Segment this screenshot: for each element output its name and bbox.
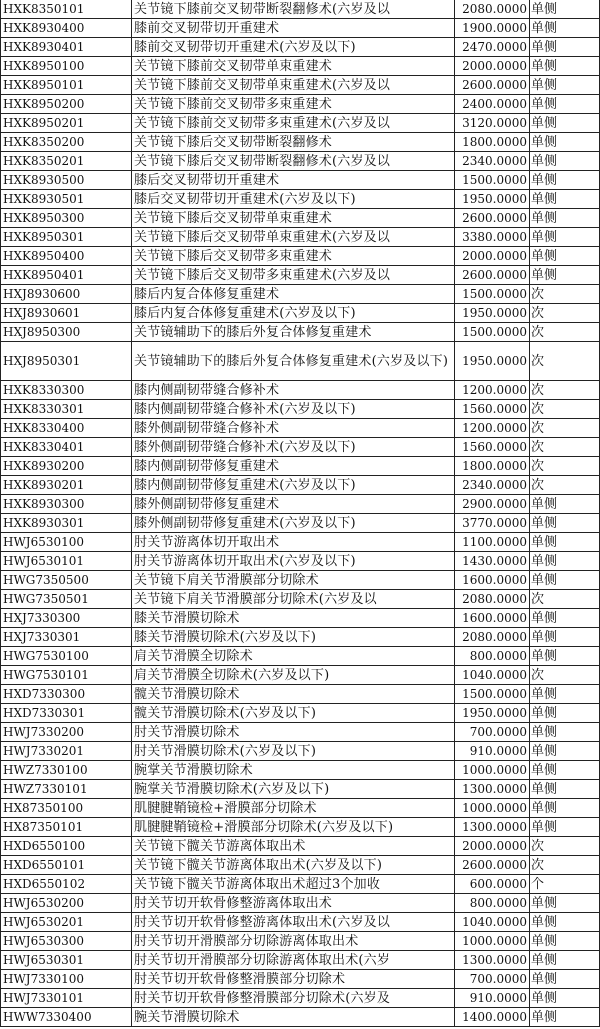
item-price-cell: 2600.0000 [455, 76, 530, 95]
item-unit-cell: 次 [530, 342, 600, 381]
item-name-cell: 肘关节切开滑膜部分切除游离体取出术 [132, 932, 455, 951]
table-row [1, 342, 600, 381]
item-name-cell: 关节镜下髋关节游离体取出术 [132, 837, 455, 856]
item-code-cell: HXD7330301 [1, 704, 132, 723]
item-name-cell: 髋关节滑膜切除术 [132, 685, 455, 704]
item-name-cell: 膝外侧副韧带缝合修补术(六岁及以下) [132, 438, 455, 457]
item-unit-cell: 次 [530, 400, 600, 419]
item-price-cell: 2000.0000 [455, 837, 530, 856]
item-price-cell: 1100.0000 [455, 533, 530, 552]
item-code-cell: HWW7330400 [1, 1008, 132, 1027]
item-unit-cell: 次 [530, 457, 600, 476]
item-price-cell: 1800.0000 [455, 133, 530, 152]
item-price-cell: 800.0000 [455, 894, 530, 913]
item-price-cell: 1600.0000 [455, 609, 530, 628]
item-code-cell: HXK8950100 [1, 57, 132, 76]
item-price-cell: 1040.0000 [455, 666, 530, 685]
table-row [1, 666, 600, 685]
item-unit-cell: 单侧 [530, 209, 600, 228]
item-name-cell: 膝后内复合体修复重建术(六岁及以下) [132, 304, 455, 323]
item-code-cell: HXK8330301 [1, 400, 132, 419]
table-row [1, 114, 600, 133]
item-unit-cell: 个 [530, 875, 600, 894]
item-unit-cell: 次 [530, 419, 600, 438]
table-row [1, 304, 600, 323]
item-code-cell: HXK8950300 [1, 209, 132, 228]
table-row [1, 19, 600, 38]
item-unit-cell: 次 [530, 590, 600, 609]
table-row [1, 381, 600, 400]
table-row [1, 761, 600, 780]
item-code-cell: HWG7530100 [1, 647, 132, 666]
table-row [1, 628, 600, 647]
item-price-cell: 1950.0000 [455, 304, 530, 323]
item-name-cell: 关节镜下膝前交叉韧带单束重建术 [132, 57, 455, 76]
item-code-cell: HXK8950401 [1, 266, 132, 285]
item-price-cell: 1600.0000 [455, 571, 530, 590]
item-code-cell: HXK8950400 [1, 247, 132, 266]
item-name-cell: 膝后交叉韧带切开重建术 [132, 171, 455, 190]
item-price-cell: 600.0000 [455, 875, 530, 894]
item-price-cell: 1040.0000 [455, 913, 530, 932]
item-unit-cell: 单侧 [530, 152, 600, 171]
table-row [1, 419, 600, 438]
table-row [1, 913, 600, 932]
item-price-cell: 1500.0000 [455, 685, 530, 704]
item-name-cell: 膝内侧副韧带缝合修补术 [132, 381, 455, 400]
item-unit-cell: 单侧 [530, 514, 600, 533]
item-code-cell: HXJ7330300 [1, 609, 132, 628]
item-price-cell: 3770.0000 [455, 514, 530, 533]
item-name-cell: 膝前交叉韧带切开重建术 [132, 19, 455, 38]
item-price-cell: 2000.0000 [455, 247, 530, 266]
item-price-cell: 2080.0000 [455, 590, 530, 609]
item-name-cell: 肘关节游离体切开取出术(六岁及以下) [132, 552, 455, 571]
item-name-cell: 肘关节切开软骨修整游离体取出术(六岁及以 [132, 913, 455, 932]
item-unit-cell: 次 [530, 304, 600, 323]
item-price-cell: 1950.0000 [455, 190, 530, 209]
item-unit-cell: 单侧 [530, 780, 600, 799]
item-price-cell: 1200.0000 [455, 419, 530, 438]
table-row [1, 495, 600, 514]
item-code-cell: HWJ7330101 [1, 989, 132, 1008]
table-row [1, 552, 600, 571]
item-code-cell: HWG7350500 [1, 571, 132, 590]
item-name-cell: 关节镜下髋关节游离体取出术超过3个加收 [132, 875, 455, 894]
item-unit-cell: 单侧 [530, 38, 600, 57]
item-price-cell: 1950.0000 [455, 704, 530, 723]
item-unit-cell: 单侧 [530, 1008, 600, 1027]
item-price-cell: 1560.0000 [455, 400, 530, 419]
item-code-cell: HXK8350101 [1, 0, 132, 19]
item-code-cell: HWJ7330100 [1, 970, 132, 989]
item-code-cell: HXJ8930601 [1, 304, 132, 323]
table-row [1, 989, 600, 1008]
item-name-cell: 膝内侧副韧带修复重建术 [132, 457, 455, 476]
item-code-cell: HXD6550102 [1, 875, 132, 894]
item-code-cell: HXK8950200 [1, 95, 132, 114]
item-name-cell: 关节镜辅助下的膝后外复合体修复重建术(六岁及以下) [132, 342, 455, 381]
item-name-cell: 关节镜辅助下的膝后外复合体修复重建术 [132, 323, 455, 342]
item-name-cell: 关节镜下膝后交叉韧带多束重建术 [132, 247, 455, 266]
item-unit-cell: 单侧 [530, 190, 600, 209]
table-row [1, 95, 600, 114]
item-price-cell: 1000.0000 [455, 799, 530, 818]
item-unit-cell: 单侧 [530, 742, 600, 761]
item-name-cell: 膝关节滑膜切除术 [132, 609, 455, 628]
item-code-cell: HXK8930500 [1, 171, 132, 190]
item-name-cell: 髋关节滑膜切除术(六岁及以下) [132, 704, 455, 723]
item-code-cell: HX87350101 [1, 818, 132, 837]
item-unit-cell: 单侧 [530, 57, 600, 76]
item-name-cell: 膝外侧副韧带缝合修补术 [132, 419, 455, 438]
item-unit-cell: 单侧 [530, 552, 600, 571]
item-unit-cell: 单侧 [530, 247, 600, 266]
table-row [1, 856, 600, 875]
table-row [1, 1008, 600, 1027]
item-name-cell: 关节镜下肩关节滑膜部分切除术(六岁及以 [132, 590, 455, 609]
item-unit-cell: 单侧 [530, 571, 600, 590]
item-price-cell: 910.0000 [455, 989, 530, 1008]
item-code-cell: HWJ6530100 [1, 533, 132, 552]
table-row [1, 76, 600, 95]
item-price-cell: 1300.0000 [455, 818, 530, 837]
table-row [1, 38, 600, 57]
item-unit-cell: 单侧 [530, 970, 600, 989]
item-unit-cell: 单侧 [530, 685, 600, 704]
item-unit-cell: 次 [530, 476, 600, 495]
item-unit-cell: 单侧 [530, 951, 600, 970]
item-price-cell: 1000.0000 [455, 761, 530, 780]
item-price-cell: 2470.0000 [455, 38, 530, 57]
table-row [1, 266, 600, 285]
item-code-cell: HWZ7330101 [1, 780, 132, 799]
item-unit-cell: 单侧 [530, 609, 600, 628]
table-row [1, 171, 600, 190]
item-name-cell: 关节镜下膝后交叉韧带多束重建术(六岁及以 [132, 266, 455, 285]
item-unit-cell: 次 [530, 323, 600, 342]
item-price-cell: 910.0000 [455, 742, 530, 761]
item-code-cell: HXK8950101 [1, 76, 132, 95]
item-price-cell: 1560.0000 [455, 438, 530, 457]
item-price-cell: 2600.0000 [455, 266, 530, 285]
table-row [1, 723, 600, 742]
item-price-cell: 2080.0000 [455, 628, 530, 647]
item-code-cell: HXK8930301 [1, 514, 132, 533]
item-code-cell: HWJ7330201 [1, 742, 132, 761]
item-code-cell: HXJ8930600 [1, 285, 132, 304]
item-name-cell: 关节镜下髋关节游离体取出术(六岁及以下) [132, 856, 455, 875]
table-row [1, 0, 600, 19]
item-code-cell: HXK8350200 [1, 133, 132, 152]
table-row [1, 400, 600, 419]
item-name-cell: 肘关节切开软骨修整游离体取出术 [132, 894, 455, 913]
item-unit-cell: 单侧 [530, 628, 600, 647]
item-unit-cell: 单侧 [530, 913, 600, 932]
item-price-cell: 2080.0000 [455, 0, 530, 19]
table-row [1, 533, 600, 552]
item-price-cell: 2900.0000 [455, 495, 530, 514]
item-name-cell: 腕关节滑膜切除术 [132, 1008, 455, 1027]
table-row [1, 152, 600, 171]
table-row [1, 57, 600, 76]
item-unit-cell: 单侧 [530, 533, 600, 552]
table-row [1, 780, 600, 799]
table-row [1, 818, 600, 837]
table-row [1, 476, 600, 495]
item-price-cell: 1300.0000 [455, 951, 530, 970]
item-code-cell: HXK8330401 [1, 438, 132, 457]
item-name-cell: 肘关节滑膜切除术(六岁及以下) [132, 742, 455, 761]
item-unit-cell: 单侧 [530, 495, 600, 514]
item-price-cell: 2340.0000 [455, 152, 530, 171]
item-price-cell: 1800.0000 [455, 457, 530, 476]
item-price-cell: 2600.0000 [455, 209, 530, 228]
table-row [1, 133, 600, 152]
item-name-cell: 关节镜下膝前交叉韧带多束重建术 [132, 95, 455, 114]
item-name-cell: 肘关节游离体切开取出术 [132, 533, 455, 552]
item-code-cell: HXK8350201 [1, 152, 132, 171]
item-name-cell: 关节镜下膝后交叉韧带单束重建术(六岁及以 [132, 228, 455, 247]
item-code-cell: HXJ8950301 [1, 342, 132, 381]
item-unit-cell: 单侧 [530, 19, 600, 38]
price-table-body [1, 0, 600, 1027]
item-code-cell: HXK8930300 [1, 495, 132, 514]
item-name-cell: 关节镜下膝后交叉韧带断裂翻修术(六岁及以 [132, 152, 455, 171]
item-unit-cell: 次 [530, 285, 600, 304]
table-row [1, 875, 600, 894]
table-row [1, 438, 600, 457]
item-unit-cell: 单侧 [530, 95, 600, 114]
item-code-cell: HXD7330300 [1, 685, 132, 704]
item-code-cell: HWZ7330100 [1, 761, 132, 780]
table-row [1, 932, 600, 951]
table-row [1, 742, 600, 761]
item-name-cell: 肘关节滑膜切除术 [132, 723, 455, 742]
item-unit-cell: 单侧 [530, 761, 600, 780]
item-price-cell: 1500.0000 [455, 171, 530, 190]
item-code-cell: HWJ6530301 [1, 951, 132, 970]
item-price-cell: 3380.0000 [455, 228, 530, 247]
item-unit-cell: 单侧 [530, 989, 600, 1008]
item-code-cell: HXK8930401 [1, 38, 132, 57]
item-price-cell: 800.0000 [455, 647, 530, 666]
item-unit-cell: 次 [530, 666, 600, 685]
item-name-cell: 膝内侧副韧带缝合修补术(六岁及以下) [132, 400, 455, 419]
item-unit-cell: 次 [530, 381, 600, 400]
item-unit-cell: 单侧 [530, 647, 600, 666]
table-row [1, 323, 600, 342]
item-code-cell: HWG7530101 [1, 666, 132, 685]
item-name-cell: 膝前交叉韧带切开重建术(六岁及以下) [132, 38, 455, 57]
item-code-cell: HWJ6530101 [1, 552, 132, 571]
item-price-cell: 2000.0000 [455, 57, 530, 76]
item-code-cell: HXK8330300 [1, 381, 132, 400]
item-name-cell: 膝后内复合体修复重建术 [132, 285, 455, 304]
item-price-cell: 1300.0000 [455, 780, 530, 799]
table-row [1, 190, 600, 209]
table-row [1, 285, 600, 304]
table-row [1, 970, 600, 989]
item-name-cell: 膝关节滑膜切除术(六岁及以下) [132, 628, 455, 647]
item-unit-cell: 单侧 [530, 0, 600, 19]
item-code-cell: HXK8930201 [1, 476, 132, 495]
table-row [1, 609, 600, 628]
item-name-cell: 关节镜下肩关节滑膜部分切除术 [132, 571, 455, 590]
table-row [1, 209, 600, 228]
item-name-cell: 肘关节切开软骨修整滑膜部分切除术(六岁及 [132, 989, 455, 1008]
item-code-cell: HXK8950301 [1, 228, 132, 247]
table-row [1, 647, 600, 666]
item-unit-cell: 次 [530, 438, 600, 457]
item-price-cell: 1950.0000 [455, 342, 530, 381]
item-name-cell: 肘关节切开软骨修整滑膜部分切除术 [132, 970, 455, 989]
item-code-cell: HXK8330400 [1, 419, 132, 438]
item-name-cell: 关节镜下膝后交叉韧带断裂翻修术 [132, 133, 455, 152]
item-code-cell: HXK8930200 [1, 457, 132, 476]
item-unit-cell: 单侧 [530, 228, 600, 247]
item-price-cell: 2600.0000 [455, 856, 530, 875]
table-row [1, 837, 600, 856]
item-unit-cell: 单侧 [530, 76, 600, 95]
table-row [1, 228, 600, 247]
table-row [1, 685, 600, 704]
item-price-cell: 1000.0000 [455, 932, 530, 951]
item-name-cell: 肌腱腱鞘镜检+滑膜部分切除术 [132, 799, 455, 818]
item-price-cell: 1400.0000 [455, 1008, 530, 1027]
table-row [1, 457, 600, 476]
item-unit-cell: 次 [530, 856, 600, 875]
item-name-cell: 关节镜下膝前交叉韧带断裂翻修术(六岁及以 [132, 0, 455, 19]
item-code-cell: HXJ8950300 [1, 323, 132, 342]
item-unit-cell: 单侧 [530, 818, 600, 837]
item-name-cell: 腕掌关节滑膜切除术 [132, 761, 455, 780]
item-name-cell: 关节镜下膝前交叉韧带多束重建术(六岁及以 [132, 114, 455, 133]
item-price-cell: 1500.0000 [455, 285, 530, 304]
item-price-cell: 1900.0000 [455, 19, 530, 38]
item-unit-cell: 单侧 [530, 266, 600, 285]
item-code-cell: HWJ6530201 [1, 913, 132, 932]
item-price-cell: 700.0000 [455, 723, 530, 742]
item-name-cell: 肌腱腱鞘镜检+滑膜部分切除术(六岁及以下) [132, 818, 455, 837]
item-name-cell: 肩关节滑膜全切除术 [132, 647, 455, 666]
item-name-cell: 肩关节滑膜全切除术(六岁及以下) [132, 666, 455, 685]
table-row [1, 799, 600, 818]
item-price-cell: 2400.0000 [455, 95, 530, 114]
item-name-cell: 膝内侧副韧带修复重建术(六岁及以下) [132, 476, 455, 495]
item-unit-cell: 单侧 [530, 799, 600, 818]
table-row [1, 571, 600, 590]
item-code-cell: HWJ7330200 [1, 723, 132, 742]
item-code-cell: HX87350100 [1, 799, 132, 818]
table-row [1, 951, 600, 970]
item-name-cell: 腕掌关节滑膜切除术(六岁及以下) [132, 780, 455, 799]
item-name-cell: 膝外侧副韧带修复重建术 [132, 495, 455, 514]
item-unit-cell: 单侧 [530, 114, 600, 133]
item-name-cell: 膝后交叉韧带切开重建术(六岁及以下) [132, 190, 455, 209]
item-code-cell: HXD6550100 [1, 837, 132, 856]
item-price-cell: 3120.0000 [455, 114, 530, 133]
item-unit-cell: 单侧 [530, 932, 600, 951]
item-code-cell: HXD6550101 [1, 856, 132, 875]
item-code-cell: HWJ6530300 [1, 932, 132, 951]
item-unit-cell: 单侧 [530, 723, 600, 742]
item-code-cell: HWG7350501 [1, 590, 132, 609]
item-unit-cell: 单侧 [530, 894, 600, 913]
table-row [1, 514, 600, 533]
item-price-cell: 1200.0000 [455, 381, 530, 400]
item-unit-cell: 次 [530, 837, 600, 856]
item-price-cell: 2340.0000 [455, 476, 530, 495]
item-name-cell: 关节镜下膝前交叉韧带单束重建术(六岁及以 [132, 76, 455, 95]
item-price-cell: 1430.0000 [455, 552, 530, 571]
item-unit-cell: 单侧 [530, 133, 600, 152]
table-row [1, 704, 600, 723]
item-price-cell: 700.0000 [455, 970, 530, 989]
table-row [1, 894, 600, 913]
item-code-cell: HXK8930501 [1, 190, 132, 209]
item-code-cell: HXK8950201 [1, 114, 132, 133]
item-code-cell: HWJ6530200 [1, 894, 132, 913]
table-row [1, 247, 600, 266]
item-unit-cell: 单侧 [530, 704, 600, 723]
item-name-cell: 膝外侧副韧带修复重建术(六岁及以下) [132, 514, 455, 533]
item-name-cell: 关节镜下膝后交叉韧带单束重建术 [132, 209, 455, 228]
item-code-cell: HXK8930400 [1, 19, 132, 38]
item-unit-cell: 单侧 [530, 171, 600, 190]
item-name-cell: 肘关节切开滑膜部分切除游离体取出术(六岁 [132, 951, 455, 970]
item-code-cell: HXJ7330301 [1, 628, 132, 647]
item-price-cell: 1500.0000 [455, 323, 530, 342]
table-row [1, 590, 600, 609]
